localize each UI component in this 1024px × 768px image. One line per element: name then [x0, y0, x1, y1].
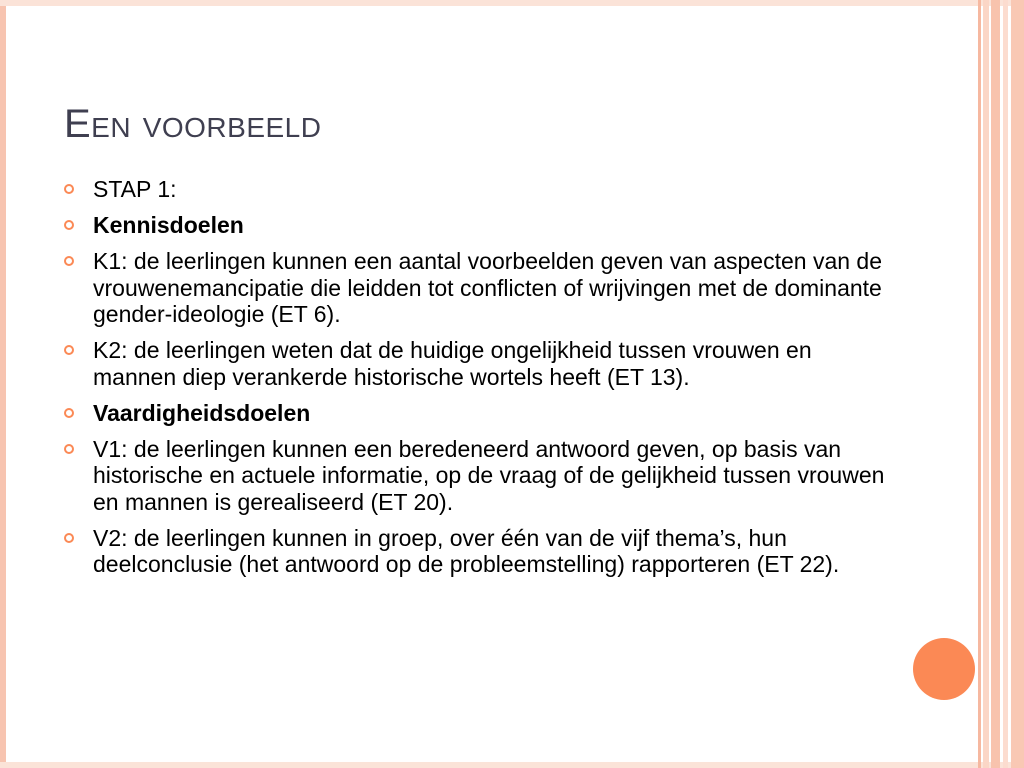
orange-ring-bullet-icon [64, 444, 74, 454]
right-stripe-decoration [1011, 0, 1024, 768]
bullet-item-kennisdoelen-heading [64, 212, 894, 239]
bullet-text: K1: de leerlingen kunnen een aantal voorbeelden geven van aspecten van de vrouwenemancipatie die leidden tot conflicten of wrijvingen met de dominante gender-ideologie (ET 6). [93, 248, 882, 327]
slide-title: Een voorbeeld [64, 102, 322, 146]
bullet-text: STAP 1: [93, 176, 177, 202]
bullet-item-vaardigheidsdoelen-heading [64, 400, 894, 427]
section-heading-vaardigheidsdoelen: Vaardigheidsdoelen [93, 399, 311, 426]
section-heading-kennisdoelen: Kennisdoelen [93, 212, 244, 238]
orange-ring-bullet-icon [64, 256, 74, 266]
left-border-decoration [0, 0, 6, 768]
orange-ring-bullet-icon [64, 533, 74, 543]
orange-circle-icon [913, 638, 975, 700]
top-border-decoration [0, 0, 1024, 6]
bullet-item-v1 [64, 436, 894, 516]
right-stripe-decoration [1003, 0, 1008, 768]
bullet-text: K2: de leerlingen weten dat de huidige ongelijkheid tussen vrouwen en mannen diep verankerde historische wortels heeft (ET 13). [93, 337, 812, 390]
bullet-item-k2 [64, 337, 894, 390]
orange-ring-bullet-icon [64, 408, 74, 418]
orange-ring-bullet-icon [64, 184, 74, 194]
right-stripe-decoration [983, 0, 989, 768]
bullet-item-v2 [64, 525, 894, 578]
bottom-border-decoration [0, 762, 1024, 768]
bullet-item-k1 [64, 248, 894, 328]
right-stripe-decoration [978, 0, 981, 768]
bullet-text: V1: de leerlingen kunnen een beredeneerd antwoord geven, op basis van historische en actuele informatie, op de vraag of de gelijkheid tussen vrouwen en mannen is gerealiseerd (ET 20). [93, 435, 885, 515]
orange-ring-bullet-icon [64, 220, 74, 230]
orange-ring-bullet-icon [64, 345, 74, 355]
bullet-text: V2: de leerlingen kunnen in groep, over één van de vijf thema’s, hun deelconclusie (het antwoord op de probleemstelling) rapporteren (ET 22). [93, 524, 840, 577]
bullet-item-stap [64, 176, 894, 203]
bullet-list [64, 176, 894, 587]
right-stripe-decoration [991, 0, 1000, 768]
